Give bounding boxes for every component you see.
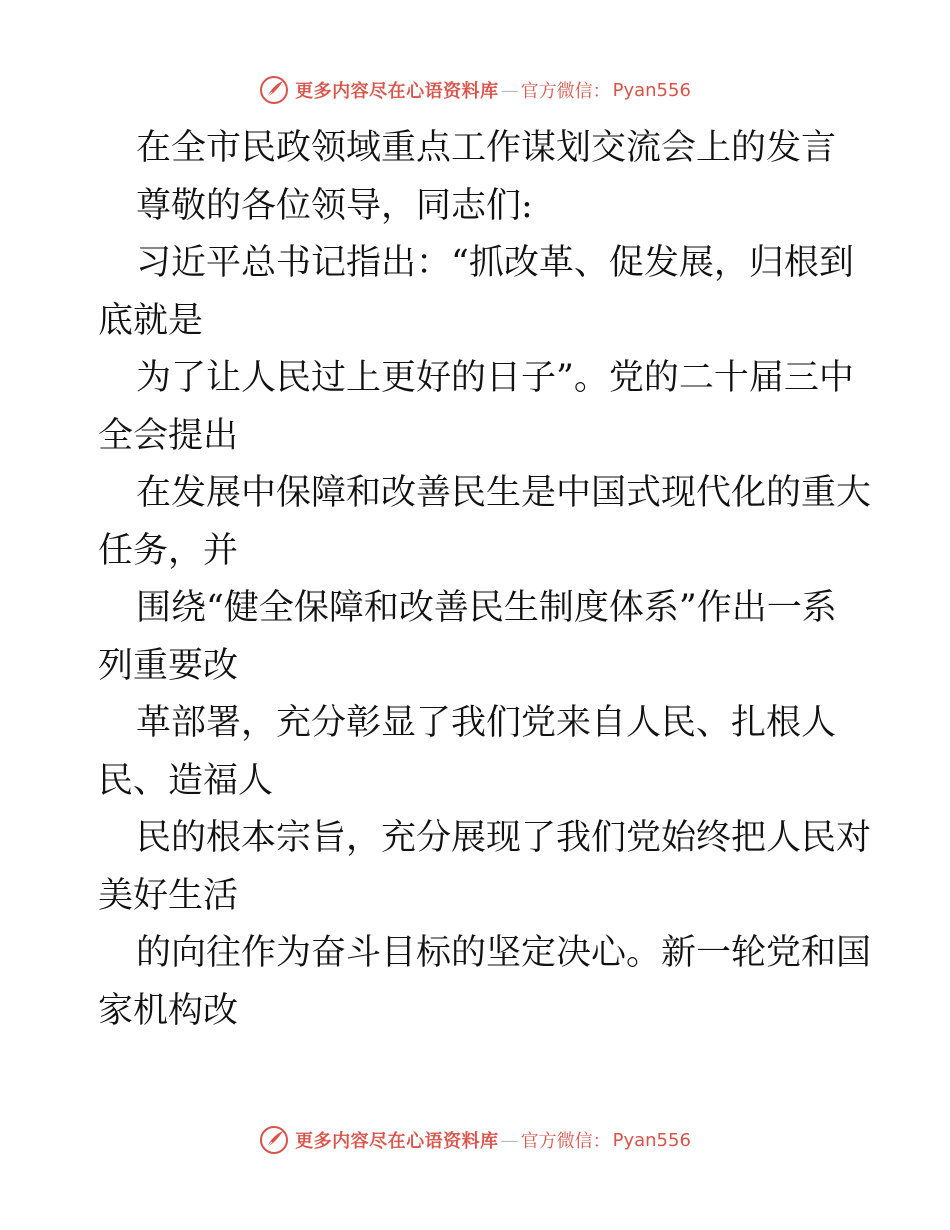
document-body [98, 120, 872, 1040]
paragraph-line: 革部署，充分彰显了我们党来自人民、扎根人 [136, 703, 837, 743]
quill-logo-icon [259, 75, 289, 105]
paragraph-line: 列重要改 [98, 645, 239, 686]
wechat-id: Pyan556 [612, 79, 691, 101]
paragraph-line: 在发展中保障和改善民生是中国式现代化的重大 [136, 473, 872, 513]
wechat-label: 官方微信： [520, 1131, 611, 1152]
banner-separator: — [500, 1129, 519, 1151]
banner-text: 更多内容尽在心语资料库 [295, 1131, 499, 1152]
wechat-id: Pyan556 [612, 1129, 691, 1151]
paragraph-line: 习近平总书记指出：“抓改革、促发展，归根到 [136, 243, 854, 283]
paragraph-line: 任务，并 [98, 530, 239, 571]
salutation: 尊敬的各位领导，同志们: [136, 185, 533, 226]
paragraph-line: 民的根本宗旨，充分展现了我们党始终把人民对 [136, 818, 872, 858]
paragraph-line: 全会提出 [98, 415, 239, 456]
paragraph-line: 为了让人民过上更好的日子”。党的二十届三中 [136, 358, 854, 398]
paragraph-line: 的向往作为奋斗目标的坚定决心。新一轮党和国 [136, 933, 872, 973]
paragraph-line: 底就是 [98, 300, 204, 341]
banner-text: 更多内容尽在心语资料库 [295, 81, 499, 102]
header-banner [0, 70, 950, 110]
quill-logo-icon [259, 1125, 289, 1155]
paragraph-line: 家机构改 [98, 990, 239, 1031]
banner-separator: — [500, 79, 519, 101]
paragraph-line: 围绕“健全保障和改善民生制度体系”作出一系 [136, 588, 837, 628]
paragraph-line: 美好生活 [98, 875, 239, 916]
document-title: 在全市民政领域重点工作谋划交流会上的发言 [136, 128, 837, 168]
wechat-label: 官方微信： [520, 81, 611, 102]
paragraph-line: 民、造福人 [98, 760, 274, 801]
footer-banner [0, 1120, 950, 1160]
